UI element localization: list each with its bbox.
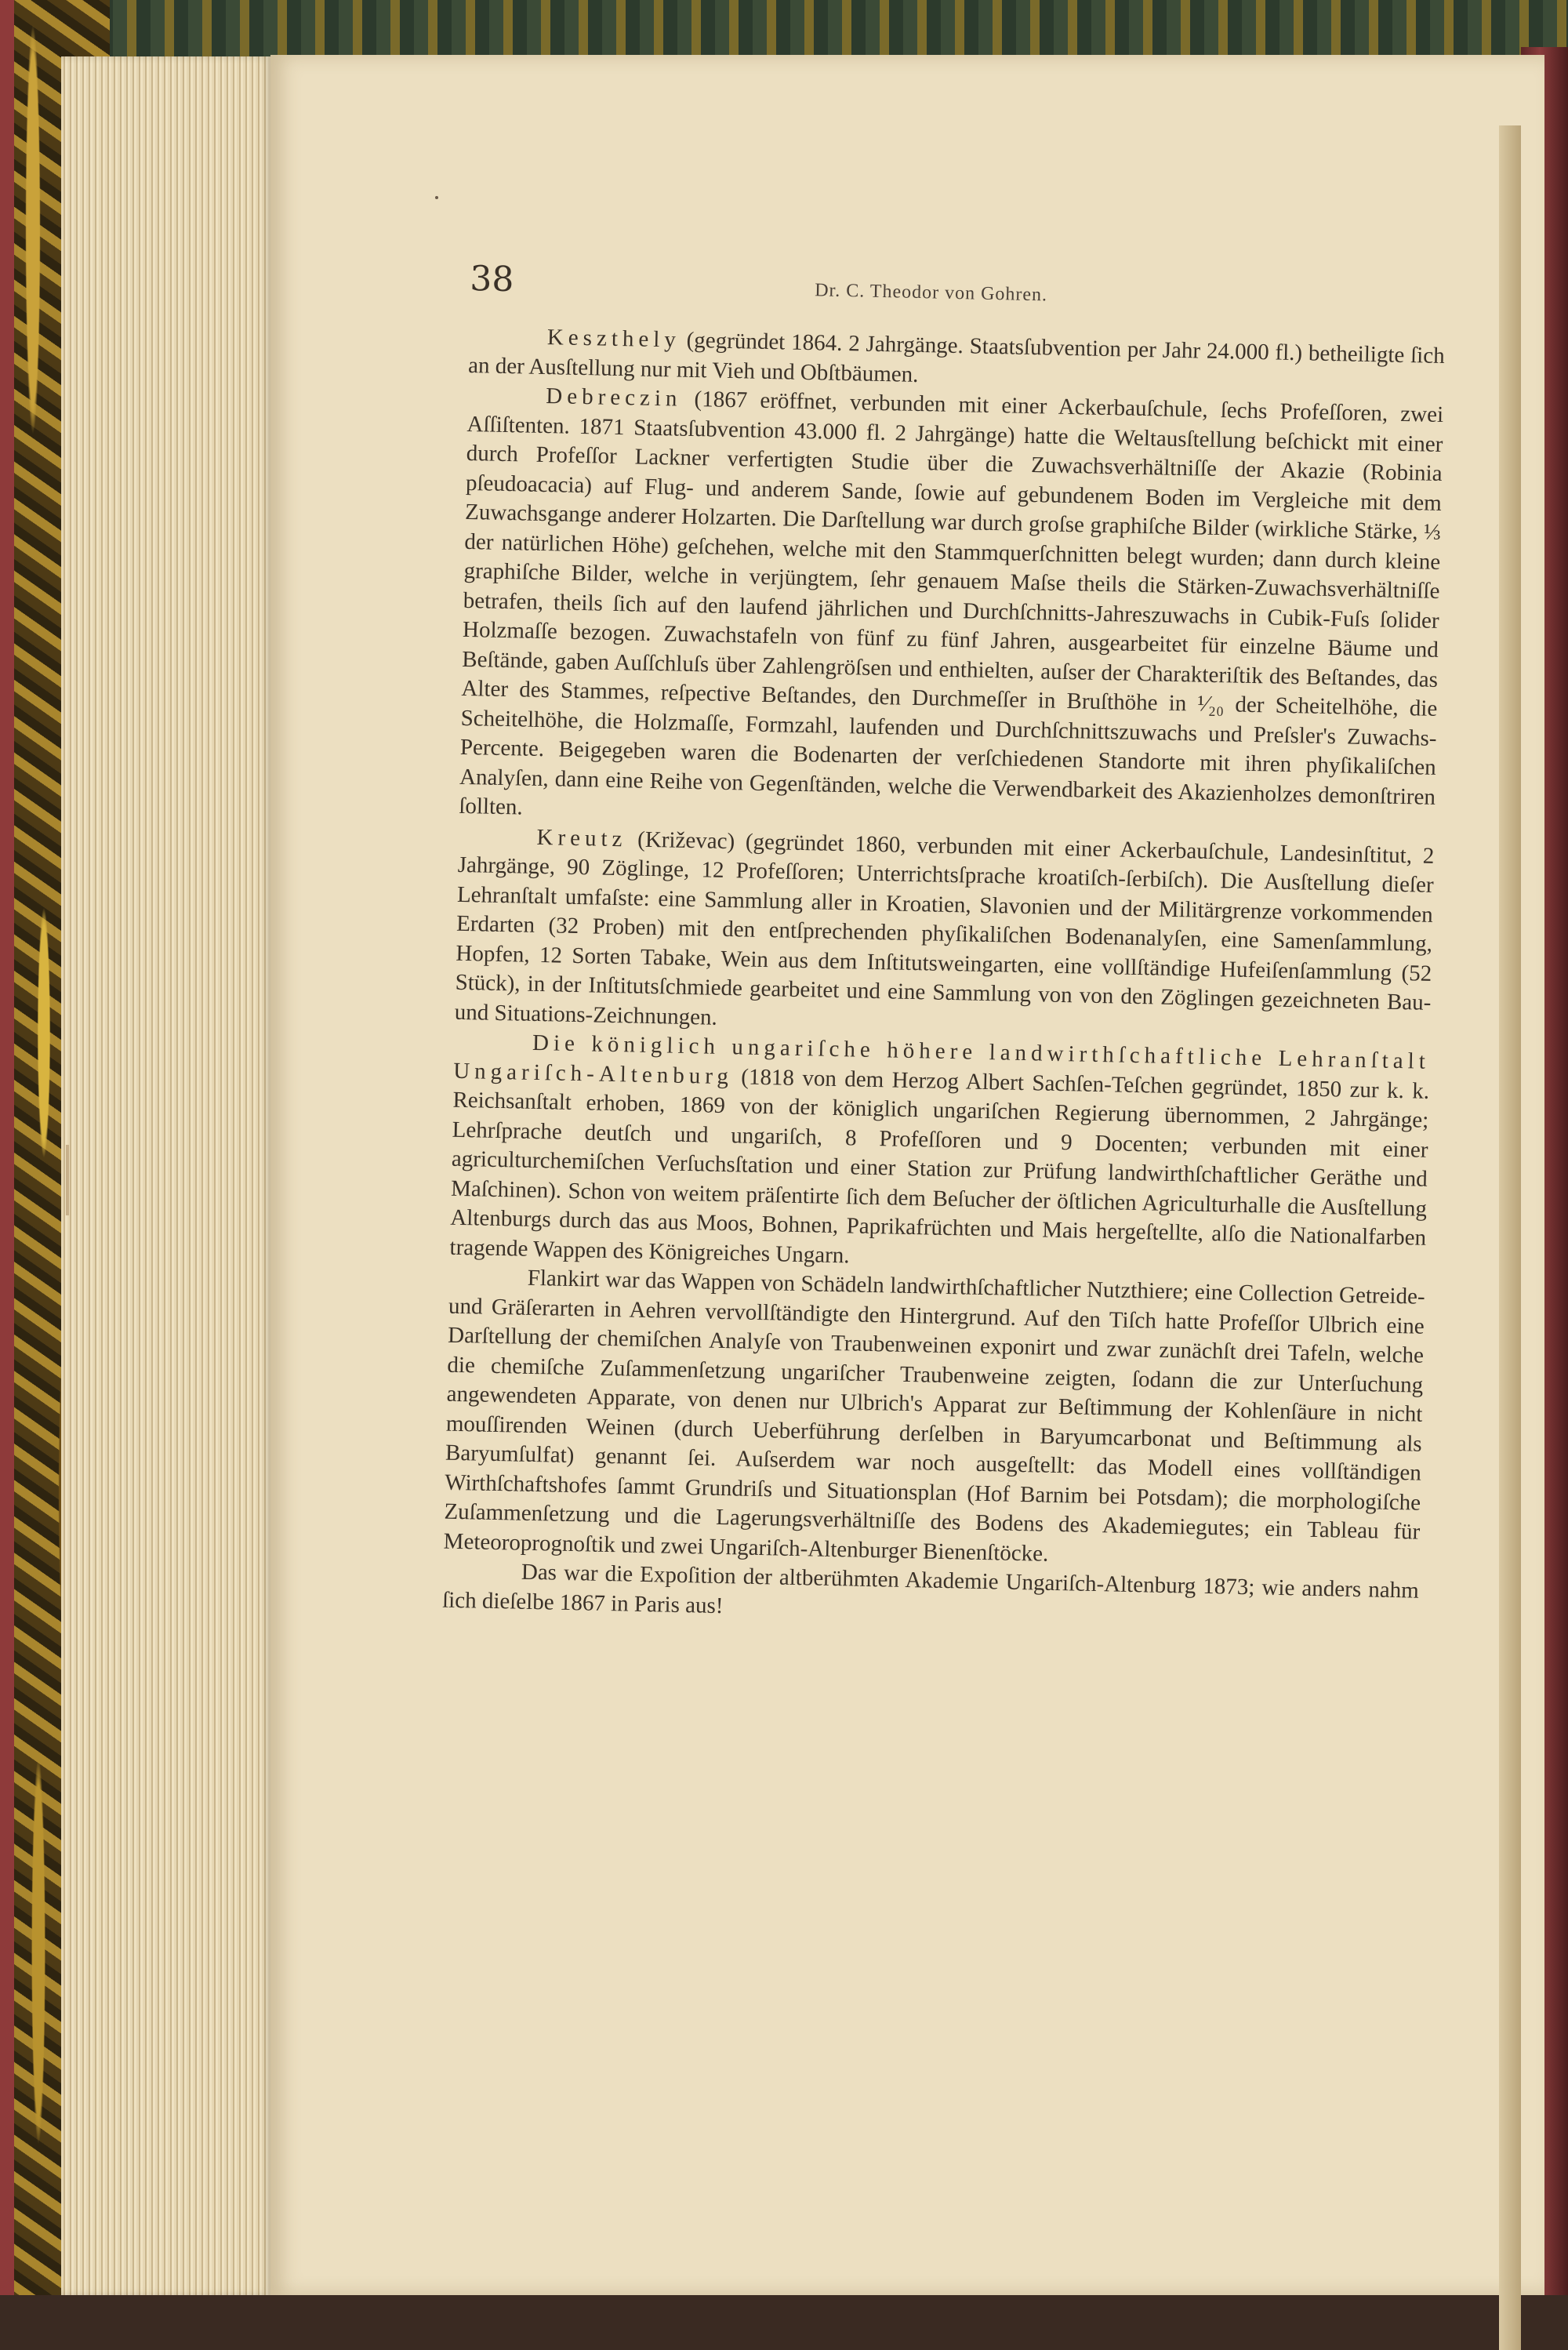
book-spine-edge bbox=[0, 0, 14, 2295]
paragraph-text: (gegründet 1864. 2 Jahrgänge. Staatsſubvention per Jahr 24.000 fl.) betheiligte ſich an der Ausſtellung nur mit Vieh und Obſtbäumen. bbox=[467, 327, 1446, 387]
paragraph-altenburg bbox=[449, 1027, 1430, 1283]
paragraph-flankirt bbox=[443, 1262, 1425, 1577]
paragraph-text: (1818 von dem Herzog Albert Sachſen-Teſchen gegründet, 1850 zur k. k. Reichsanſtalt erhoben, 1869 von der königlich ungariſchen Regierung übernommen, 2 Jahrgänge; Lehrſprache deutſch und ungariſch, 8 Profeſſoren und 9 Docenten; verbunden mit einer agriculturchemiſchen Verſuchsſtation und einer Station zur Prüfung landwirthſchaftlicher Geräthe und Maſchinen). Schon von weitem präſentirte ſich dem Beſucher der öſtlichen Agriculturhalle die Ausſtellung Altenburgs durch das aus Moos, Bohnen, Paprikafrüchten und Mais hergeſtellte, alſo die Nationalfarben tragende Wappen des Königreiches Ungarn. bbox=[449, 1063, 1430, 1268]
paragraph-lead: Die königlich ungariſche höhere landwirthſchaftliche Lehranſtalt Ungariſch-Altenburg bbox=[452, 1030, 1431, 1089]
page-content bbox=[442, 259, 1446, 1636]
paragraph-debreczin bbox=[459, 380, 1444, 841]
paragraph-lead: Keszthely bbox=[546, 325, 681, 353]
next-page-edge bbox=[1499, 125, 1521, 2350]
paragraph-text: Das war die Expoſition der altberühmten Akademie Ungariſch-Altenburg 1873; wie anders nahm ſich dieſelbe 1867 in Paris aus! bbox=[441, 1559, 1420, 1618]
paragraph-kreutz bbox=[454, 821, 1434, 1048]
paragraph-text: Flankirt war das Wappen von Schädeln landwirthſchaftlicher Nutzthiere; eine Collection Getreide- und Gräſerarten in Aehren vervollſtändigte den Hintergrund. Auf den Tiſch hatte Profeſſor Ulbrich eine Darſtellung der chemiſchen Analyſe von Traubenweinen exponirt und zwar zunächſt drei Tafeln, welche die chemiſche Zuſammenſetzung ungariſcher Traubenweine zeigten, ſodann die zur Unterſuchung angewendeten Apparate, von denen nur Ulbrich's Apparat zur Beſtimmung der Kohlenſäure in nicht mouſſirenden Weinen (durch Ueberführung derſelben in Baryumcarbonat und Beſtimmung als Baryumſulfat) genannt ſei. Auſserdem war noch ausgeſtellt: das Modell eines vollſtändigen Wirthſchaftshofes ſammt Grundriſs und Situationsplan (Hof Barnim bei Potsdam); die morphologiſche Zuſammenſetzung und die Lagerungsverhältniſſe des Bodens des Akademiegutes; ein Tableau für Meteoroprognoſtik und zwei Ungariſch-Altenburger Bienenſtöcke. bbox=[443, 1265, 1425, 1567]
paragraph-text: (Križevac) (gegründet 1860, verbunden mit einer Ackerbauſchule, Landesinſtitut, 2 Jahrgänge, 90 Zöglinge, 12 Profeſſoren; Unterrichtsſprache kroatiſch-ſerbiſch). Die Ausſtellung dieſer Lehranſtalt umfaſste: eine Sammlung aller in Kroatien, Slavonien und der Militärgrenze vorkommenden Erdarten (32 Proben) mit den entſprechenden phyſikaliſchen Bodenanalyſen, eine Samenſammlung, Hopfen, 12 Sorten Tabake, Wein aus dem Inſtitutsweingarten, eine vollſtändige Hufeiſenſammlung (52 Stück), in der Inſtitutsſchmiede gearbeitet und eine Sammlung von von den Zöglingen gezeichneten Bau- und Situations-Zeichnungen. bbox=[454, 826, 1435, 1030]
page-number: 38 bbox=[469, 259, 514, 300]
paragraph-lead: Debreczin bbox=[546, 383, 682, 412]
paragraph-lead: Kreutz bbox=[536, 824, 627, 852]
page-edge-mark bbox=[66, 1145, 69, 1215]
running-title: Dr. C. Theodor von Gohren. bbox=[814, 280, 1048, 306]
paragraph-text: (1867 eröffnet, verbunden mit einer Ackerbauſchule, ſechs Profeſſoren, zwei Aſſiſtenten. 1871 Staatsſubvention 43.000 fl. 2 Jahrgänge) hatte die Weltausſtellung beſchickt mit einer durch Profeſſor Lackner verfertigten Studie über die Zuwachsverhältniſſe der Akazie (Robinia pſeudoacacia) auf Flug- und anderem Sande, ſowie auf gebundenem Boden im Vergleiche mit dem Zuwachsgange anderer Holzarten. Die Darſtellung war durch groſse graphiſche Bilder (wirkliche Stärke, ⅓ der natürlichen Höhe) geſchehen, welche mit den Stammquerſchnitten belegt wurden; dann durch kleine graphiſche Bilder, welche in verjüngtem, ſehr genauem Maſse theils die Stärken-Zuwachsverhältniſſe betrafen, theils ſich auf den laufend jährlichen und Durchſchnitts-Jahreszuwachs in Cubik-Fuſs ſolider Holzmaſſe bezogen. Zuwachstafeln von fünf zu fünf Jahren, ausgearbeitet für einzelne Bäume und Beſtände, gaben Auſſchluſs über Zahlengröſsen und enthielten, auſser der Charakteriſtik des Beſtandes, das Alter des Stammes, reſpective Beſtandes, den Durchmeſſer in Bruſthöhe in ¹⁄₂₀ der Scheitelhöhe, die Scheitelhöhe, die Holzmaſſe, Formzahl, laufenden und Durchſchnittszuwachs und Preſsler's Zuwachs-Percente. Beigegeben waren die Bodenarten der verſchiedenen Standorte mit ihren phyſikaliſchen Analyſen, dann eine Reihe von Gegenſtänden, welche die Verwendbarkeit des Akazienholzes demonſtriren ſollten. bbox=[459, 386, 1444, 820]
ink-speck bbox=[435, 196, 438, 199]
page-edges bbox=[61, 56, 273, 2295]
